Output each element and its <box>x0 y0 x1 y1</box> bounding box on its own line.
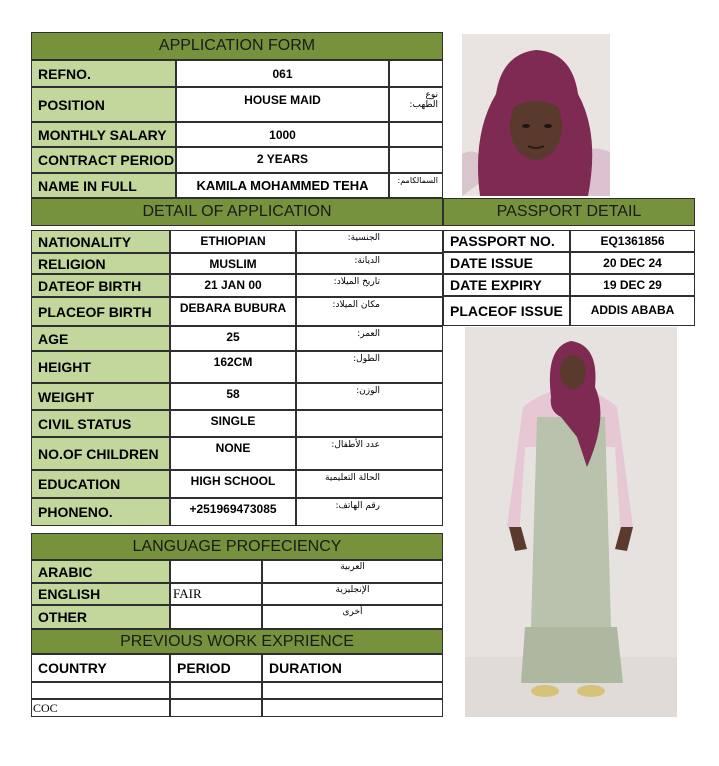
name-value: KAMILA MOHAMMED TEHA <box>176 173 389 198</box>
phoneno-value: +251969473085 <box>170 498 296 526</box>
detail-of-application-title: DETAIL OF APPLICATION <box>142 203 332 220</box>
religion-arabic-label: الديانة: <box>354 256 380 266</box>
position-label: POSITION <box>31 87 176 122</box>
passport-no-value: EQ1361856 <box>570 230 695 252</box>
height-value: 162CM <box>170 351 296 383</box>
passport-detail-header <box>443 198 695 226</box>
other-level <box>170 605 262 629</box>
application-form-header <box>31 32 443 60</box>
duration-header: DURATION <box>262 654 443 682</box>
refno-label: REFNO. <box>31 60 176 87</box>
position-arabic-label: نوع الطهب: <box>389 87 443 122</box>
religion-label: RELIGION <box>31 253 170 274</box>
arabic-arabic-label: العربية <box>262 560 443 583</box>
dateof-birth-label: DATEOF BIRTH <box>31 274 170 297</box>
date-issue-label: DATE ISSUE <box>443 252 570 274</box>
religion-arabic-cell <box>296 253 443 274</box>
work-row-1-period <box>170 682 262 699</box>
education-arabic-label: الحالة التعليمية <box>325 473 380 483</box>
position-value: HOUSE MAID <box>176 87 389 122</box>
english-label: ENGLISH <box>31 583 170 605</box>
dateof-birth-value: 21 JAN 00 <box>170 274 296 297</box>
language-proficiency-header <box>31 533 443 560</box>
no-of-children-value: NONE <box>170 437 296 470</box>
phoneno-arabic-label: رقم الهاتف: <box>335 501 380 511</box>
contract-value: 2 YEARS <box>176 147 389 173</box>
age-label: AGE <box>31 326 170 351</box>
placeof-birth-label: PLACEOF BIRTH <box>31 297 170 326</box>
arabic-label: ARABIC <box>31 560 170 583</box>
portrait-photo <box>462 34 610 196</box>
civil-status-value: SINGLE <box>170 410 296 437</box>
place-of-issue-value: ADDIS ABABA <box>570 296 695 326</box>
phoneno-arabic-cell <box>296 498 443 526</box>
nationality-arabic-label: الجنسية: <box>347 233 380 243</box>
other-label: OTHER <box>31 605 170 629</box>
civil-status-arabic-cell <box>296 410 443 437</box>
work-row-2-period <box>170 699 262 717</box>
application-form-title: APPLICATION FORM <box>158 37 316 54</box>
english-level: FAIR <box>170 583 262 605</box>
placeof-birth-arabic-cell <box>296 297 443 326</box>
work-row-2-duration <box>262 699 443 717</box>
weight-arabic-label: الوزن: <box>356 386 380 396</box>
religion-value: MUSLIM <box>170 253 296 274</box>
name-label: NAME IN FULL <box>31 173 176 198</box>
salary-arabic-cell <box>389 122 443 147</box>
previous-work-header <box>31 629 443 654</box>
dateof-birth-arabic-cell <box>296 274 443 297</box>
passport-detail-title: PASSPORT DETAIL <box>496 203 642 220</box>
salary-value: 1000 <box>176 122 389 147</box>
name-arabic-label: السمالكامم: <box>389 173 443 198</box>
age-value: 25 <box>170 326 296 351</box>
language-proficiency-title: LANGUAGE PROFECIENCY <box>132 537 342 555</box>
age-arabic-cell <box>296 326 443 351</box>
contract-arabic-cell <box>389 147 443 173</box>
height-arabic-cell <box>296 351 443 383</box>
education-value: HIGH SCHOOL <box>170 470 296 498</box>
date-expiry-label: DATE EXPIRY <box>443 274 570 296</box>
education-arabic-cell <box>296 470 443 498</box>
weight-value: 58 <box>170 383 296 410</box>
placeof-birth-value: DEBARA BUBURA <box>170 297 296 326</box>
age-arabic-label: العمر: <box>357 329 380 339</box>
height-arabic-label: الطول: <box>353 354 380 364</box>
civil-status-label: CIVIL STATUS <box>31 410 170 437</box>
date-expiry-value: 19 DEC 29 <box>570 274 695 296</box>
detail-of-application-header <box>31 198 443 226</box>
refno-value: 061 <box>176 60 389 87</box>
passport-no-label: PASSPORT NO. <box>443 230 570 252</box>
work-row-1-duration <box>262 682 443 699</box>
full-body-photo <box>465 327 677 717</box>
no-of-children-arabic-cell <box>296 437 443 470</box>
refno-arabic-cell <box>389 60 443 87</box>
period-header: PERIOD <box>170 654 262 682</box>
place-of-issue-label: PLACEOF ISSUE <box>443 296 570 326</box>
other-arabic-label: أخرى <box>262 605 443 629</box>
dateof-birth-arabic-label: تاريخ الميلاد: <box>333 277 380 287</box>
coc-label: COC <box>31 699 170 717</box>
date-issue-value: 20 DEC 24 <box>570 252 695 274</box>
arabic-level <box>170 560 262 583</box>
english-arabic-label: الإنجليزية <box>262 583 443 605</box>
contract-label: CONTRACT PERIOD <box>31 147 176 173</box>
country-header: COUNTRY <box>31 654 170 682</box>
salary-label: MONTHLY SALARY <box>31 122 176 147</box>
weight-label: WEIGHT <box>31 383 170 410</box>
no-of-children-label: NO.OF CHILDREN <box>31 437 170 470</box>
education-label: EDUCATION <box>31 470 170 498</box>
work-row-1-country <box>31 682 170 699</box>
nationality-label: NATIONALITY <box>31 230 170 253</box>
nationality-value: ETHIOPIAN <box>170 230 296 253</box>
height-label: HEIGHT <box>31 351 170 383</box>
nationality-arabic-cell <box>296 230 443 253</box>
previous-work-title: PREVIOUS WORK EXPRIENCE <box>120 632 354 650</box>
placeof-birth-arabic-label: مكان الميلاد: <box>332 300 380 310</box>
phoneno-label: PHONENO. <box>31 498 170 526</box>
weight-arabic-cell <box>296 383 443 410</box>
no-of-children-arabic-label: عدد الأطفال: <box>331 440 380 450</box>
